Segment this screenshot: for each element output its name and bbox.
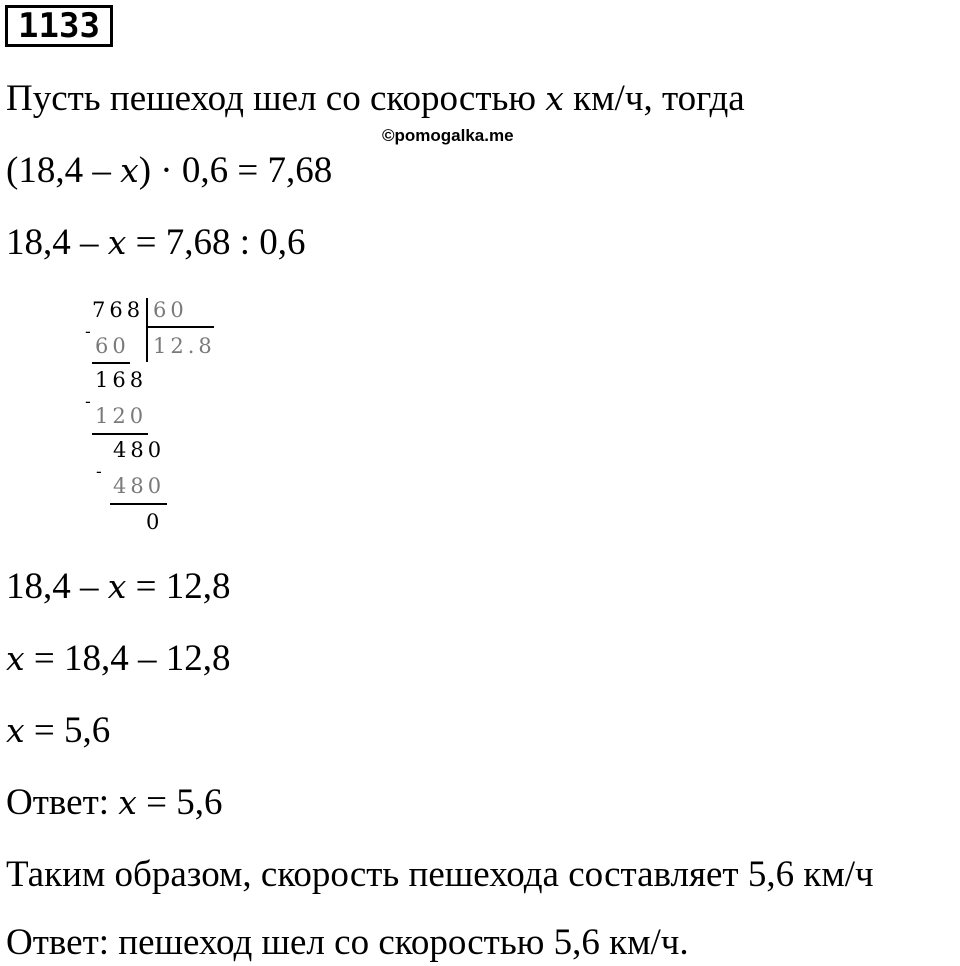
answer-2: Ответ: пешеход шел со скоростью 5,6 км/ч. <box>6 922 689 963</box>
conclusion-line: Таким образом, скорость пешехода составляет 5,6 км/ч <box>6 854 874 895</box>
step-3-remainder: 480 <box>113 438 166 462</box>
minus-sign-3: - <box>96 462 102 481</box>
equation-3-variable: x <box>107 567 127 606</box>
equation-4-part-b: = 18,4 – 12,8 <box>24 638 231 679</box>
divisor-underline <box>146 326 214 328</box>
equation-1-variable: x <box>120 151 139 190</box>
division-vertical-rule <box>146 298 148 362</box>
minus-sign-2: - <box>85 392 91 411</box>
equation-1-part-a: (18,4 – <box>6 150 121 191</box>
answer-1 <box>6 782 223 824</box>
equation-4-variable: x <box>6 639 25 678</box>
equation-3-part-b: = 12,8 <box>126 566 231 607</box>
equation-5-variable: x <box>6 711 25 750</box>
equation-5 <box>6 710 110 752</box>
equation-5-part-b: = 5,6 <box>24 710 111 751</box>
intro-line <box>6 78 745 120</box>
minus-sign-1: - <box>85 322 91 341</box>
answer-1-variable: x <box>118 783 137 822</box>
watermark: ©pomogalka.me <box>382 126 514 145</box>
intro-text-post: км/ч, тогда <box>563 78 745 119</box>
equation-2 <box>6 222 306 264</box>
intro-variable: x <box>545 79 564 118</box>
divisor: 60 <box>153 298 188 322</box>
equation-3 <box>6 566 231 608</box>
step-1-subtrahend: 60 <box>95 334 130 358</box>
equation-2-variable: x <box>107 223 127 262</box>
answer-1-label: Ответ: <box>6 782 119 823</box>
step-2-rule <box>92 433 148 435</box>
step-2-subtrahend: 120 <box>95 404 148 428</box>
equation-1-part-b: ) · 0,6 = 7,68 <box>138 150 333 191</box>
equation-2-part-b: = 7,68 : 0,6 <box>126 222 306 263</box>
equation-4 <box>6 638 231 680</box>
equation-1 <box>6 150 332 192</box>
answer-1-value: = 5,6 <box>136 782 223 823</box>
final-remainder: 0 <box>146 510 164 534</box>
step-1-rule <box>92 362 130 364</box>
problem-number: 1133 <box>5 5 113 47</box>
step-3-rule <box>110 503 167 505</box>
step-2-remainder: 168 <box>95 368 148 392</box>
equation-2-part-a: 18,4 – <box>6 222 108 263</box>
equation-3-part-a: 18,4 – <box>6 566 108 607</box>
intro-text-pre: Пусть пешеход шел со скоростью <box>6 78 546 119</box>
quotient: 12.8 <box>153 334 216 358</box>
dividend: 768 <box>92 298 145 322</box>
step-3-subtrahend: 480 <box>113 474 166 498</box>
